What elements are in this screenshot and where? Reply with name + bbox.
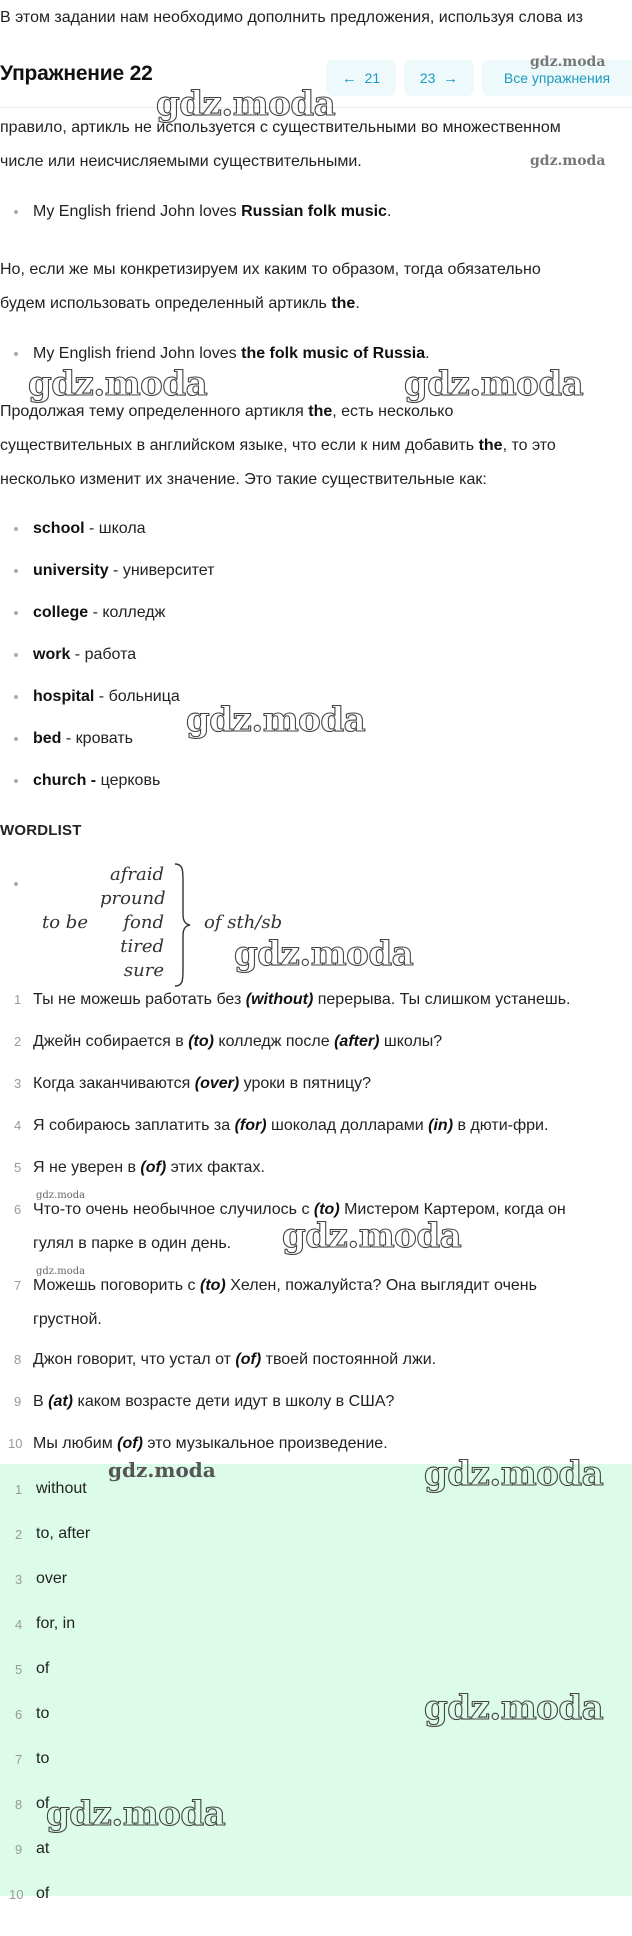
paragraph-1-line-1: правило, артикль не используется с существительными во множественном — [0, 119, 561, 136]
right-brace-icon — [172, 862, 192, 988]
sentence-fragment: Мистером Картером, когда он — [339, 1201, 566, 1218]
formula-adjective: fond — [123, 912, 164, 933]
sentence-fragment: В — [33, 1393, 49, 1410]
sentence-fragment: шоколад долларами — [266, 1117, 429, 1134]
answer-number: 10 — [9, 1887, 24, 1902]
wordlist-title: WORDLIST — [0, 822, 82, 839]
sentence-fragment: перерыва. Ты слишком устанешь. — [313, 991, 571, 1008]
answer-text: for, in — [36, 1615, 76, 1632]
answer-number: 8 — [15, 1797, 23, 1812]
sentence-answer: (to) — [313, 1201, 340, 1218]
paragraph-2-end: . — [355, 295, 360, 312]
bullet-icon — [14, 695, 18, 699]
answer-number: 7 — [15, 1752, 23, 1767]
formula-adjective: pround — [100, 888, 166, 909]
noun-word: church - — [33, 772, 97, 789]
sentence-fragment: колледж после — [213, 1033, 335, 1050]
paragraph-2-line-2 — [0, 294, 360, 314]
next-exercise-button[interactable] — [404, 60, 474, 96]
watermark-logo: gdz.moda — [234, 934, 414, 974]
answer-number: 1 — [15, 1482, 23, 1497]
noun-separator: - — [61, 730, 76, 747]
sentence-fragment: школы? — [379, 1033, 443, 1050]
arrow-left-icon: ← — [341, 69, 357, 87]
noun-word: college — [33, 604, 89, 621]
sentence-answer: (after) — [334, 1033, 380, 1050]
watermark-logo: gdz.moda — [404, 364, 584, 404]
bullet-icon — [14, 779, 18, 783]
sentence-answer: (of) — [235, 1351, 262, 1368]
sentence-fragment: уроки в пятницу? — [239, 1075, 372, 1092]
formula-to-be: to be — [42, 912, 88, 933]
noun-word: bed — [33, 730, 62, 747]
paragraph-3-bold-1: the — [308, 403, 333, 420]
example-1-text: My English friend John loves — [33, 203, 242, 220]
formula-adjective: tired — [120, 936, 164, 957]
sentence-answer: (for) — [234, 1117, 267, 1134]
sentence-number: 9 — [14, 1394, 22, 1409]
watermark-logo: gdz.moda — [282, 1216, 462, 1256]
sentence-fragment: Джейн собирается в — [33, 1033, 189, 1050]
sentence-number: 2 — [14, 1034, 22, 1049]
paragraph-3-bold-2: the — [478, 437, 503, 454]
answer-text: to, after — [36, 1525, 91, 1542]
watermark-logo: gdz.moda — [36, 1266, 86, 1277]
bullet-icon — [14, 352, 18, 356]
formula-adjective: sure — [123, 960, 164, 981]
sentence-text — [33, 1350, 436, 1370]
bullet-icon — [14, 210, 18, 214]
noun-word: university — [33, 562, 109, 579]
bullet-icon — [14, 527, 18, 531]
watermark-logo: gdz.moda — [108, 1458, 216, 1482]
sentence-answer: (in) — [428, 1117, 454, 1134]
sentence-number: 5 — [14, 1160, 22, 1175]
sentence-text — [33, 1434, 388, 1454]
answer-text: to — [36, 1750, 50, 1767]
sentence-text — [33, 1158, 265, 1178]
sentence-answer: (without) — [245, 991, 314, 1008]
sentence-text — [33, 1392, 394, 1412]
paragraph-3-end-2: , то это — [502, 437, 556, 454]
answer-number: 9 — [15, 1842, 23, 1857]
watermark-logo: gdz.moda — [186, 700, 366, 740]
sentence-text — [33, 1116, 548, 1136]
noun-meaning: больница — [108, 688, 180, 705]
sentence-fragment: Джон говорит, что устал от — [33, 1351, 236, 1368]
noun-separator: - — [94, 688, 109, 705]
sentence-fragment: Что-то очень необычное случилось с — [33, 1201, 314, 1218]
noun-meaning: университет — [122, 562, 215, 579]
sentence-answer: (to) — [200, 1277, 226, 1294]
watermark-logo: gdz.moda — [424, 1454, 604, 1494]
answer-text: over — [36, 1570, 68, 1587]
sentence-fragment: Я собираюсь заплатить за — [33, 1117, 235, 1134]
answer-number: 5 — [15, 1662, 23, 1677]
paragraph-3-line-1 — [0, 402, 453, 422]
page-title: Упражнение 22 — [0, 62, 153, 85]
sentence-number: 10 — [8, 1436, 23, 1451]
sentence-number: 1 — [14, 992, 22, 1007]
prev-exercise-label: 21 — [364, 70, 381, 86]
watermark-logo: gdz.moda — [424, 1688, 604, 1728]
bullet-icon — [14, 611, 18, 615]
paragraph-2-text: будем использовать определенный артикль — [0, 295, 332, 312]
answer-text: at — [36, 1840, 50, 1857]
paragraph-3-line-3: несколько изменит их значение. Это такие существительные как: — [0, 471, 487, 488]
answer-text: of — [36, 1795, 50, 1812]
all-exercises-label: Все упражнения — [503, 70, 611, 86]
watermark-logo: gdz.moda — [156, 84, 336, 124]
answer-number: 2 — [15, 1527, 23, 1542]
paragraph-3-text-1: Продолжая тему определенного артикля — [0, 403, 309, 420]
sentence-fragment: этих фактах. — [166, 1159, 265, 1176]
sentence-answer: (to) — [188, 1033, 214, 1050]
sentence-number: 8 — [14, 1352, 22, 1367]
watermark-logo: gdz.moda — [530, 54, 606, 70]
sentence-answer: (at) — [48, 1393, 74, 1410]
sentence-fragment: Хелен, пожалуйста? Она выглядит очень — [225, 1277, 537, 1294]
sentence-fragment: каком возрасте дети идут в школу в США? — [73, 1393, 395, 1410]
answer-text: without — [36, 1480, 87, 1497]
watermark-logo: gdz.moda — [530, 153, 606, 169]
bullet-icon — [14, 569, 18, 573]
sentence-number: 7 — [14, 1278, 22, 1293]
noun-separator: - — [108, 562, 123, 579]
formula-of-phrase: of sth/sb — [204, 912, 283, 933]
sentence-text-line-2: гулял в парке в один день. — [33, 1235, 232, 1252]
noun-word: work — [33, 646, 71, 663]
prev-exercise-button[interactable] — [326, 60, 396, 96]
paragraph-1-line-2: числе или неисчисляемыми существительными. — [0, 153, 362, 170]
sentence-number: 4 — [14, 1118, 22, 1133]
noun-meaning: церковь — [100, 772, 161, 789]
answer-text: of — [36, 1660, 50, 1677]
example-2-end: . — [425, 345, 430, 362]
noun-word: hospital — [33, 688, 95, 705]
example-1-end: . — [386, 203, 392, 220]
sentence-number: 3 — [14, 1076, 22, 1091]
sentence-text — [33, 1074, 371, 1094]
example-2-bold: the folk music of Russia — [241, 345, 426, 362]
paragraph-3-line-2 — [0, 436, 556, 456]
noun-meaning: работа — [84, 646, 137, 663]
paragraph-3-text-2: существительных в английском языке, что если к ним добавить — [0, 437, 479, 454]
sentence-fragment: Мы любим — [33, 1435, 118, 1452]
noun-word: school — [33, 520, 85, 537]
example-2-text: My English friend John loves — [33, 345, 242, 362]
next-exercise-label: 23 — [419, 70, 436, 86]
sentence-number: 6 — [14, 1202, 22, 1217]
bullet-icon — [14, 653, 18, 657]
sentence-fragment: в дюти-фри. — [453, 1117, 549, 1134]
answer-text: of — [36, 1885, 50, 1902]
intro-text: В этом задании нам необходимо дополнить предложения, используя слова из — [0, 9, 584, 26]
noun-meaning: колледж — [102, 604, 166, 621]
sentence-text — [33, 1032, 442, 1052]
watermark-logo: gdz.moda — [28, 364, 208, 404]
sentence-fragment: Ты не можешь работать без — [33, 991, 246, 1008]
sentence-fragment: Когда заканчиваются — [33, 1075, 195, 1092]
sentence-text — [33, 1276, 537, 1296]
sentence-answer: (of) — [117, 1435, 143, 1452]
watermark-logo: gdz.moda — [36, 1190, 86, 1201]
noun-separator: - — [88, 604, 103, 621]
sentence-fragment: Можешь поговорить с — [33, 1277, 200, 1294]
noun-separator: - — [84, 520, 99, 537]
example-1-bold: Russian folk music — [241, 203, 387, 220]
arrow-right-icon: → — [443, 69, 459, 87]
bullet-icon — [14, 882, 18, 886]
sentence-fragment: Я не уверен в — [33, 1159, 141, 1176]
noun-separator: - — [70, 646, 85, 663]
sentence-answer: (over) — [194, 1075, 240, 1092]
noun-meaning: школа — [98, 520, 146, 537]
answer-number: 3 — [15, 1572, 23, 1587]
noun-meaning: кровать — [75, 730, 133, 747]
sentence-answer: (of) — [140, 1159, 167, 1176]
formula-adjective: afraid — [109, 864, 164, 885]
sentence-text-line-2: грустной. — [33, 1311, 102, 1328]
sentence-fragment: это музыкальное произведение. — [142, 1435, 388, 1452]
answer-number: 4 — [15, 1617, 23, 1632]
sentence-fragment: твоей постоянной лжи. — [261, 1351, 437, 1368]
answer-number: 6 — [15, 1707, 23, 1722]
bullet-icon — [14, 737, 18, 741]
paragraph-3-end-1: , есть несколько — [332, 403, 454, 420]
paragraph-2-bold: the — [331, 295, 356, 312]
answer-text: to — [36, 1705, 50, 1722]
paragraph-2-line-1: Но, если же мы конкретизируем их каким то образом, тогда обязательно — [0, 261, 541, 278]
watermark-logo: gdz.moda — [46, 1794, 226, 1834]
sentence-text — [33, 990, 570, 1010]
